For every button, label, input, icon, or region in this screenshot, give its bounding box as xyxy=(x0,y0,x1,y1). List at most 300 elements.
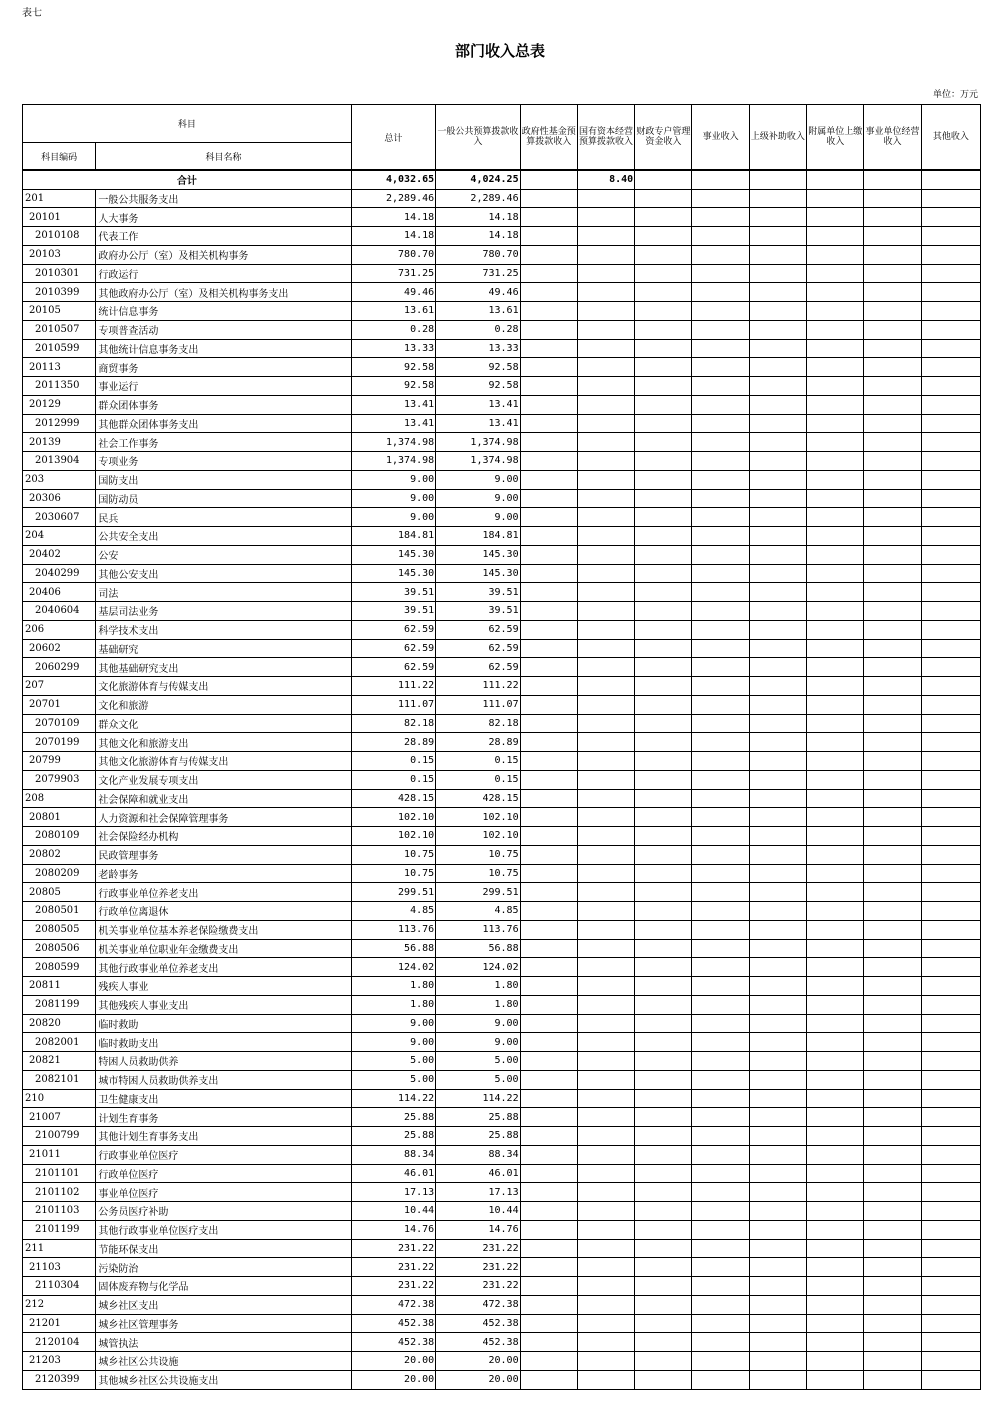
col-header-operating-income: 事业单位经营收入 xyxy=(864,105,921,171)
empty-amount-cell xyxy=(577,695,634,714)
empty-amount-cell xyxy=(749,733,806,752)
empty-amount-cell xyxy=(921,1089,980,1108)
subject-name-cell: 文化旅游体育与传媒支出 xyxy=(96,677,351,696)
empty-amount-cell xyxy=(577,1220,634,1239)
empty-amount-cell xyxy=(520,339,577,358)
subject-name-cell: 行政单位医疗 xyxy=(96,1164,351,1183)
empty-amount-cell xyxy=(864,1258,921,1277)
subject-code-cell: 2101102 xyxy=(23,1183,96,1202)
empty-amount-cell xyxy=(864,864,921,883)
empty-amount-cell xyxy=(635,1202,692,1221)
total-amount-cell: 299.51 xyxy=(351,883,435,902)
empty-amount-cell xyxy=(921,902,980,921)
total-amount-cell: 5.00 xyxy=(351,1070,435,1089)
empty-amount-cell xyxy=(635,1164,692,1183)
empty-amount-cell xyxy=(749,695,806,714)
empty-amount-cell xyxy=(921,864,980,883)
empty-amount-cell xyxy=(577,264,634,283)
empty-amount-cell xyxy=(921,527,980,546)
empty-amount-cell xyxy=(577,958,634,977)
empty-amount-cell xyxy=(635,845,692,864)
subject-code-cell: 210 xyxy=(23,1089,96,1108)
empty-amount-cell xyxy=(635,1127,692,1146)
empty-amount-cell xyxy=(692,358,749,377)
empty-amount-cell xyxy=(921,470,980,489)
general-budget-cell: 231.22 xyxy=(436,1258,520,1277)
subject-name-cell: 城市特困人员救助供养支出 xyxy=(96,1070,351,1089)
empty-amount-cell xyxy=(520,508,577,527)
empty-amount-cell xyxy=(921,1164,980,1183)
total-cell xyxy=(921,170,980,189)
empty-amount-cell xyxy=(921,677,980,696)
subject-code-cell: 20306 xyxy=(23,489,96,508)
empty-amount-cell xyxy=(692,677,749,696)
general-budget-cell: 20.00 xyxy=(436,1352,520,1371)
empty-amount-cell xyxy=(749,977,806,996)
empty-amount-cell xyxy=(864,1220,921,1239)
col-header-code: 科目编码 xyxy=(23,143,96,171)
empty-amount-cell xyxy=(520,714,577,733)
empty-amount-cell xyxy=(807,1164,864,1183)
empty-amount-cell xyxy=(749,339,806,358)
empty-amount-cell xyxy=(807,302,864,321)
empty-amount-cell xyxy=(921,920,980,939)
table-row xyxy=(23,395,981,414)
empty-amount-cell xyxy=(692,508,749,527)
empty-amount-cell xyxy=(749,1164,806,1183)
empty-amount-cell xyxy=(807,1258,864,1277)
col-header-gov-fund: 政府性基金预算拨款收入 xyxy=(520,105,577,171)
empty-amount-cell xyxy=(749,527,806,546)
empty-amount-cell xyxy=(635,1070,692,1089)
subject-code-cell: 2013904 xyxy=(23,452,96,471)
empty-amount-cell xyxy=(749,658,806,677)
table-row xyxy=(23,658,981,677)
empty-amount-cell xyxy=(749,452,806,471)
total-amount-cell: 124.02 xyxy=(351,958,435,977)
total-amount-cell: 92.58 xyxy=(351,358,435,377)
general-budget-cell: 111.07 xyxy=(436,695,520,714)
total-amount-cell: 88.34 xyxy=(351,1145,435,1164)
empty-amount-cell xyxy=(864,902,921,921)
empty-amount-cell xyxy=(520,564,577,583)
subject-name-cell: 城乡社区支出 xyxy=(96,1295,351,1314)
empty-amount-cell xyxy=(520,208,577,227)
subject-code-cell: 2010507 xyxy=(23,320,96,339)
subject-code-cell: 2101199 xyxy=(23,1220,96,1239)
empty-amount-cell xyxy=(692,283,749,302)
table-row xyxy=(23,1108,981,1127)
empty-amount-cell xyxy=(864,752,921,771)
empty-amount-cell xyxy=(864,433,921,452)
subject-name-cell: 卫生健康支出 xyxy=(96,1089,351,1108)
subject-code-cell: 21103 xyxy=(23,1258,96,1277)
total-cell xyxy=(692,170,749,189)
table-row xyxy=(23,1333,981,1352)
table-row xyxy=(23,414,981,433)
empty-amount-cell xyxy=(749,789,806,808)
subject-code-cell: 20820 xyxy=(23,1014,96,1033)
empty-amount-cell xyxy=(692,1258,749,1277)
empty-amount-cell xyxy=(635,489,692,508)
general-budget-cell: 9.00 xyxy=(436,1014,520,1033)
general-budget-cell: 92.58 xyxy=(436,358,520,377)
subject-name-cell: 社会保险经办机构 xyxy=(96,827,351,846)
subject-code-cell: 20821 xyxy=(23,1052,96,1071)
empty-amount-cell xyxy=(864,883,921,902)
empty-amount-cell xyxy=(520,620,577,639)
empty-amount-cell xyxy=(635,639,692,658)
subject-code-cell: 2082101 xyxy=(23,1070,96,1089)
empty-amount-cell xyxy=(921,358,980,377)
empty-amount-cell xyxy=(864,733,921,752)
empty-amount-cell xyxy=(577,1239,634,1258)
empty-amount-cell xyxy=(807,564,864,583)
empty-amount-cell xyxy=(577,1183,634,1202)
total-amount-cell: 62.59 xyxy=(351,639,435,658)
empty-amount-cell xyxy=(635,939,692,958)
table-row xyxy=(23,1314,981,1333)
empty-amount-cell xyxy=(635,452,692,471)
general-budget-cell: 113.76 xyxy=(436,920,520,939)
empty-amount-cell xyxy=(577,714,634,733)
general-budget-cell: 20.00 xyxy=(436,1370,520,1389)
empty-amount-cell xyxy=(520,302,577,321)
empty-amount-cell xyxy=(520,789,577,808)
empty-amount-cell xyxy=(749,1239,806,1258)
empty-amount-cell xyxy=(807,208,864,227)
empty-amount-cell xyxy=(692,1352,749,1371)
empty-amount-cell xyxy=(807,695,864,714)
empty-amount-cell xyxy=(749,1333,806,1352)
subject-code-cell: 203 xyxy=(23,470,96,489)
empty-amount-cell xyxy=(635,283,692,302)
general-budget-cell: 92.58 xyxy=(436,377,520,396)
empty-amount-cell xyxy=(692,227,749,246)
empty-amount-cell xyxy=(520,1033,577,1052)
empty-amount-cell xyxy=(577,808,634,827)
empty-amount-cell xyxy=(692,1033,749,1052)
subject-code-cell: 20113 xyxy=(23,358,96,377)
empty-amount-cell xyxy=(635,677,692,696)
empty-amount-cell xyxy=(520,452,577,471)
empty-amount-cell xyxy=(692,733,749,752)
total-amount-cell: 10.44 xyxy=(351,1202,435,1221)
empty-amount-cell xyxy=(921,883,980,902)
table-row xyxy=(23,864,981,883)
empty-amount-cell xyxy=(520,358,577,377)
subject-code-cell: 20406 xyxy=(23,583,96,602)
empty-amount-cell xyxy=(577,864,634,883)
table-row xyxy=(23,1258,981,1277)
empty-amount-cell xyxy=(635,808,692,827)
total-amount-cell: 428.15 xyxy=(351,789,435,808)
subject-name-cell: 民政管理事务 xyxy=(96,845,351,864)
table-row xyxy=(23,1164,981,1183)
table-row xyxy=(23,1295,981,1314)
subject-name-cell: 人力资源和社会保障管理事务 xyxy=(96,808,351,827)
empty-amount-cell xyxy=(864,1145,921,1164)
total-amount-cell: 25.88 xyxy=(351,1127,435,1146)
general-budget-cell: 0.28 xyxy=(436,320,520,339)
total-cell: 4,032.65 xyxy=(351,170,435,189)
empty-amount-cell xyxy=(577,658,634,677)
general-budget-cell: 124.02 xyxy=(436,958,520,977)
empty-amount-cell xyxy=(864,1277,921,1296)
unit-label: 单位：万元 xyxy=(932,90,978,100)
general-budget-cell: 9.00 xyxy=(436,1033,520,1052)
table-row xyxy=(23,752,981,771)
empty-amount-cell xyxy=(807,1070,864,1089)
empty-amount-cell xyxy=(749,1145,806,1164)
table-row xyxy=(23,564,981,583)
total-amount-cell: 39.51 xyxy=(351,583,435,602)
empty-amount-cell xyxy=(635,620,692,639)
total-amount-cell: 9.00 xyxy=(351,1014,435,1033)
subject-code-cell: 2030607 xyxy=(23,508,96,527)
general-budget-cell: 114.22 xyxy=(436,1089,520,1108)
subject-name-cell: 文化和旅游 xyxy=(96,695,351,714)
empty-amount-cell xyxy=(635,1145,692,1164)
empty-amount-cell xyxy=(749,1220,806,1239)
empty-amount-cell xyxy=(577,1127,634,1146)
empty-amount-cell xyxy=(807,752,864,771)
empty-amount-cell xyxy=(520,545,577,564)
empty-amount-cell xyxy=(692,1014,749,1033)
subject-name-cell: 其他城乡社区公共设施支出 xyxy=(96,1370,351,1389)
total-cell: 4,024.25 xyxy=(436,170,520,189)
empty-amount-cell xyxy=(749,583,806,602)
empty-amount-cell xyxy=(749,1070,806,1089)
subject-code-cell: 2070199 xyxy=(23,733,96,752)
subject-code-cell: 2080505 xyxy=(23,920,96,939)
subject-code-cell: 2040604 xyxy=(23,602,96,621)
empty-amount-cell xyxy=(520,1295,577,1314)
empty-amount-cell xyxy=(577,339,634,358)
subject-name-cell: 国防动员 xyxy=(96,489,351,508)
empty-amount-cell xyxy=(577,1164,634,1183)
empty-amount-cell xyxy=(807,283,864,302)
empty-amount-cell xyxy=(749,564,806,583)
table-row xyxy=(23,977,981,996)
empty-amount-cell xyxy=(807,1239,864,1258)
table-row xyxy=(23,583,981,602)
empty-amount-cell xyxy=(520,1164,577,1183)
empty-amount-cell xyxy=(635,752,692,771)
empty-amount-cell xyxy=(692,545,749,564)
empty-amount-cell xyxy=(749,283,806,302)
subject-code-cell: 2120104 xyxy=(23,1333,96,1352)
subject-code-cell: 2082001 xyxy=(23,1033,96,1052)
table-row xyxy=(23,770,981,789)
empty-amount-cell xyxy=(520,320,577,339)
general-budget-cell: 14.76 xyxy=(436,1220,520,1239)
empty-amount-cell xyxy=(921,414,980,433)
empty-amount-cell xyxy=(921,564,980,583)
empty-amount-cell xyxy=(520,995,577,1014)
subject-name-cell: 事业单位医疗 xyxy=(96,1183,351,1202)
empty-amount-cell xyxy=(921,583,980,602)
empty-amount-cell xyxy=(921,1258,980,1277)
table-row xyxy=(23,827,981,846)
general-budget-cell: 49.46 xyxy=(436,283,520,302)
empty-amount-cell xyxy=(635,1352,692,1371)
empty-amount-cell xyxy=(864,564,921,583)
empty-amount-cell xyxy=(635,827,692,846)
total-amount-cell: 92.58 xyxy=(351,377,435,396)
empty-amount-cell xyxy=(921,1014,980,1033)
empty-amount-cell xyxy=(520,733,577,752)
empty-amount-cell xyxy=(807,1295,864,1314)
empty-amount-cell xyxy=(520,1014,577,1033)
empty-amount-cell xyxy=(692,902,749,921)
empty-amount-cell xyxy=(807,489,864,508)
empty-amount-cell xyxy=(577,245,634,264)
empty-amount-cell xyxy=(635,920,692,939)
table-row xyxy=(23,452,981,471)
total-cell xyxy=(864,170,921,189)
table-row xyxy=(23,189,981,208)
empty-amount-cell xyxy=(864,1370,921,1389)
empty-amount-cell xyxy=(749,958,806,977)
empty-amount-cell xyxy=(807,1089,864,1108)
empty-amount-cell xyxy=(864,977,921,996)
subject-name-cell: 文化产业发展专项支出 xyxy=(96,770,351,789)
empty-amount-cell xyxy=(749,208,806,227)
empty-amount-cell xyxy=(807,714,864,733)
subject-code-cell: 2070109 xyxy=(23,714,96,733)
general-budget-cell: 231.22 xyxy=(436,1239,520,1258)
subject-code-cell: 2010301 xyxy=(23,264,96,283)
empty-amount-cell xyxy=(577,1108,634,1127)
empty-amount-cell xyxy=(635,320,692,339)
empty-amount-cell xyxy=(520,1239,577,1258)
empty-amount-cell xyxy=(520,602,577,621)
empty-amount-cell xyxy=(807,189,864,208)
empty-amount-cell xyxy=(807,1370,864,1389)
empty-amount-cell xyxy=(577,1277,634,1296)
empty-amount-cell xyxy=(577,1370,634,1389)
empty-amount-cell xyxy=(692,658,749,677)
empty-amount-cell xyxy=(692,602,749,621)
empty-amount-cell xyxy=(807,320,864,339)
empty-amount-cell xyxy=(749,245,806,264)
empty-amount-cell xyxy=(921,620,980,639)
general-budget-cell: 25.88 xyxy=(436,1127,520,1146)
subject-code-cell: 2100799 xyxy=(23,1127,96,1146)
empty-amount-cell xyxy=(520,433,577,452)
empty-amount-cell xyxy=(807,395,864,414)
general-budget-cell: 13.41 xyxy=(436,414,520,433)
table-row xyxy=(23,995,981,1014)
empty-amount-cell xyxy=(635,864,692,883)
empty-amount-cell xyxy=(520,283,577,302)
table-row xyxy=(23,1202,981,1221)
empty-amount-cell xyxy=(864,208,921,227)
empty-amount-cell xyxy=(807,845,864,864)
total-amount-cell: 184.81 xyxy=(351,527,435,546)
empty-amount-cell xyxy=(864,227,921,246)
empty-amount-cell xyxy=(692,920,749,939)
empty-amount-cell xyxy=(749,264,806,283)
empty-amount-cell xyxy=(807,1333,864,1352)
subject-name-cell: 其他群众团体事务支出 xyxy=(96,414,351,433)
empty-amount-cell xyxy=(749,1108,806,1127)
empty-amount-cell xyxy=(807,1127,864,1146)
empty-amount-cell xyxy=(921,545,980,564)
empty-amount-cell xyxy=(921,958,980,977)
empty-amount-cell xyxy=(749,902,806,921)
empty-amount-cell xyxy=(921,452,980,471)
general-budget-cell: 14.18 xyxy=(436,227,520,246)
empty-amount-cell xyxy=(520,695,577,714)
empty-amount-cell xyxy=(921,827,980,846)
empty-amount-cell xyxy=(635,770,692,789)
empty-amount-cell xyxy=(692,1202,749,1221)
empty-amount-cell xyxy=(577,1314,634,1333)
empty-amount-cell xyxy=(807,508,864,527)
empty-amount-cell xyxy=(749,752,806,771)
empty-amount-cell xyxy=(864,1352,921,1371)
empty-amount-cell xyxy=(520,1089,577,1108)
total-cell xyxy=(807,170,864,189)
subject-name-cell: 其他统计信息事务支出 xyxy=(96,339,351,358)
empty-amount-cell xyxy=(864,583,921,602)
table-row xyxy=(23,545,981,564)
total-amount-cell: 145.30 xyxy=(351,545,435,564)
subject-name-cell: 固体废弃物与化学品 xyxy=(96,1277,351,1296)
empty-amount-cell xyxy=(635,733,692,752)
empty-amount-cell xyxy=(635,433,692,452)
subject-code-cell: 211 xyxy=(23,1239,96,1258)
general-budget-cell: 1,374.98 xyxy=(436,433,520,452)
subject-code-cell: 20129 xyxy=(23,395,96,414)
table-row xyxy=(23,920,981,939)
empty-amount-cell xyxy=(864,845,921,864)
subject-name-cell: 群众团体事务 xyxy=(96,395,351,414)
empty-amount-cell xyxy=(635,564,692,583)
empty-amount-cell xyxy=(864,1183,921,1202)
subject-name-cell: 其他文化和旅游支出 xyxy=(96,733,351,752)
subject-name-cell: 专项业务 xyxy=(96,452,351,471)
total-amount-cell: 472.38 xyxy=(351,1295,435,1314)
empty-amount-cell xyxy=(864,545,921,564)
subject-name-cell: 其他基础研究支出 xyxy=(96,658,351,677)
empty-amount-cell xyxy=(577,564,634,583)
empty-amount-cell xyxy=(635,264,692,283)
col-header-name: 科目名称 xyxy=(96,143,351,171)
table-row xyxy=(23,1070,981,1089)
subject-code-cell: 2080506 xyxy=(23,939,96,958)
total-amount-cell: 1.80 xyxy=(351,977,435,996)
empty-amount-cell xyxy=(749,639,806,658)
total-amount-cell: 62.59 xyxy=(351,658,435,677)
empty-amount-cell xyxy=(577,902,634,921)
empty-amount-cell xyxy=(692,564,749,583)
empty-amount-cell xyxy=(807,433,864,452)
empty-amount-cell xyxy=(577,208,634,227)
total-amount-cell: 231.22 xyxy=(351,1277,435,1296)
empty-amount-cell xyxy=(635,470,692,489)
empty-amount-cell xyxy=(577,470,634,489)
empty-amount-cell xyxy=(864,264,921,283)
subject-name-cell: 公共安全支出 xyxy=(96,527,351,546)
general-budget-cell: 184.81 xyxy=(436,527,520,546)
empty-amount-cell xyxy=(692,320,749,339)
empty-amount-cell xyxy=(807,545,864,564)
subject-code-cell: 2011350 xyxy=(23,377,96,396)
subject-code-cell: 21011 xyxy=(23,1145,96,1164)
